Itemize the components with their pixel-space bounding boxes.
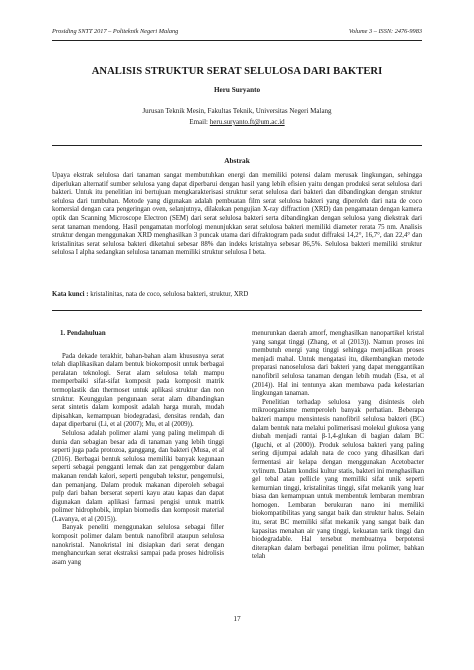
paragraph: Pada dekade terakhir, bahan-bahan alam khususnya serat telah diaplikasikan dalam bentuk biokomposit untuk berbagai peralatan teknologi. Serat alam selulosa telah mampu memperbaiki sifat-sifat komposit pada komposit matrik termoplastik dan thermoset untuk aplikasi struktur dan non struktur. Keunggulan pengunaan serat alam dibandingkan serat sintetis dalam komposit adalah harga murah, mudah dipisahkan, kemampuan biodegradasi, densitas rendah, dan dapat diperbarui (Li, et al (2007); Mu, et al (2009)). xyxy=(52,352,224,429)
left-column xyxy=(52,330,224,567)
abstract-bottom-rule xyxy=(52,310,422,311)
author-affiliation: Jurusan Teknik Mesin, Fakultas Teknik, Universitas Negeri Malang xyxy=(142,107,332,115)
email-link[interactable]: heru.suryanto.ft@um.ac.id xyxy=(209,118,285,126)
header-rule xyxy=(52,40,422,41)
paper-title: ANALISIS STRUKTUR SERAT SELULOSA DARI BAKTERI xyxy=(91,66,383,77)
running-header xyxy=(52,28,422,38)
paragraph: Selulosa adalah polimer alami yang paling melimpah di dunia dan sebagian besar ada di tanaman yang lebih tinggi seperti juga pada protozoa, ganggang, dan bakteri (Musa, et al (2016). Berbagai bentuk selulosa memiliki banyak kegunaan seperti sebagai pengganti lemak dan zat penggembur dalam makanan rendah kalori, seperti pengubah tekstur, pengemulsi, dan pemanjang. Dalam produk makanan diperoleh sebagai pulp dari bahan berserat seperti kayu atau kapas dan dapat digunakan dalam aplikasi farmasi pengisi untuk matrik polimer hidrophobik, implan biomedis dan komposit material (Lavanya, et al (2015)). xyxy=(52,429,224,523)
author-name: Heru Suryanto xyxy=(213,86,261,94)
right-column xyxy=(252,330,424,562)
header-proceedings: Prosiding SNTT 2017 – Politeknik Negeri Malang xyxy=(52,28,179,35)
keywords-label: Kata kunci : xyxy=(52,291,89,298)
abstract-body: Upaya ekstrak selulosa dari tanaman sangat membutuhkan energi dan memiliki potensi dalam merusak lingkungan, sehingga diperlukan alternatif sumber selulosa yang dapat diperbarui dengan hasil yang lebih efisien yaitu dengan produksi serat selulosa dari bakteri. Untuk itu penelitian ini bertujuan mengkarakterisasi struktur serat selulosa dari bakteri dan dibandingkan dengan struktur selulosa dari tumbuhan. Metode yang digunakan adalah pembuatan film serat selulosa bakteri yang diperoleh dari nata de coco komersial dengan cara pengeringan oven, selanjutnya, dilakukan pengujian X-ray diffraction (XRD) dan pengamatan dengan kamera optik dan Scanning Microscope Electron (SEM) dari serat selulosa bakteri serta dibandingkan dengan selulosa yang diekstrak dari serat tanaman mendong. Hasil pengamatan morfologi menunjukkan serat selulosa bakteri memiliki diameter rerata 75 nm. Analisis struktur dengan menggunakan XRD menghasilkan 3 puncak utama dari difraktogram pada sudut diffraksi 14,2°, 16,7°, dan 22,4° dan kristalinitas serat selulosa bakteri diketahui sebesar 88% dan indeks kristalnya sebesar 86,5%. Selulosa bakteri memiliki struktur selulosa I alpha sedangkan selulosa tanaman memiliki struktur selulosa I beta. xyxy=(52,172,422,257)
author-email xyxy=(0,118,474,126)
abstract-top-rule xyxy=(52,145,422,146)
section-heading: 1. Pendahuluan xyxy=(60,330,106,337)
paragraph: Penelitian terhadap selulosa yang disintesis oleh mikroorganisme memperoleh banyak perhatian. Beberapa bakteri mampu mensintesis nanofibril selulosa bakteri (BC) dalam bentuk nata melalui polimerisasi molekul glukosa yang diubah menjadi rantai β-1,4-glukan di bagian dalam BC (Iguchi, et al (2000)). Produk selulosa bakteri yang paling sering dijumpai adalah nata de coco yang dihasilkan dari fermentasi air kelapa dengan menggunakan Acetobacter xylinum. Dalam kondisi kultur statis, bakteri ini menghasilkan gel tebal atau pellicle yang memiliki sifat unik seperti kemurnian tinggi, kristalinitas tinggi, sifat mekanik yang luar biasa dan kemampuan untuk membentuk lembaran membran homogen. Lembaran berukuran nano ini memiliki biokompatibilitas yang sangat baik dan struktur halus. Selain itu, serat BC memiliki sifat mekanik yang sangat baik dan kapasitas menahan air yang tinggi, kekuatan tarik tinggi dan biodegradable. Hal tersebut membuatnya berpotensi diterapkan dalam berbagai penelitian ilmu polimer, bahkan telah xyxy=(252,398,424,561)
page-number: 17 xyxy=(233,614,241,623)
keywords-text: kristalinitas, nata de coco, selulosa bakteri, struktur, XRD xyxy=(88,291,249,298)
keywords xyxy=(52,291,422,298)
paragraph: menurunkan daerah amorf, menghasilkan nanopartikel kristal yang sangat tinggi (Zhang, et al (2013)). Namun proses ini membutuh energi yang tinggi sehingga menjadikan proses menjadi mahal. Untuk mengatasi itu, dikembangkan metode preparasi nanoselulosa dari bakteri yang dapat menggantikan nanofibril selulosa tanaman dengan lebih mudah (Esa, et al (2014)). Hal ini tentunya akan membawa pada kelestarian lingkungan tanaman. xyxy=(252,330,424,398)
email-label: Email: xyxy=(189,118,210,126)
header-volume-issn: Volume 3 – ISSN: 2476-9983 xyxy=(348,28,422,35)
paragraph: Banyak peneliti menggunakan selulosa sebagai filler komposit polimer dalam bentuk nanofibril ataupun selulosa nanokristal. Nanokristal ini disiapkan dari serat dengan menghancurkan serat ekstraksi sampai pada proses hidrolisis asam yang xyxy=(52,524,224,566)
abstract-heading: Abstrak xyxy=(224,156,250,165)
